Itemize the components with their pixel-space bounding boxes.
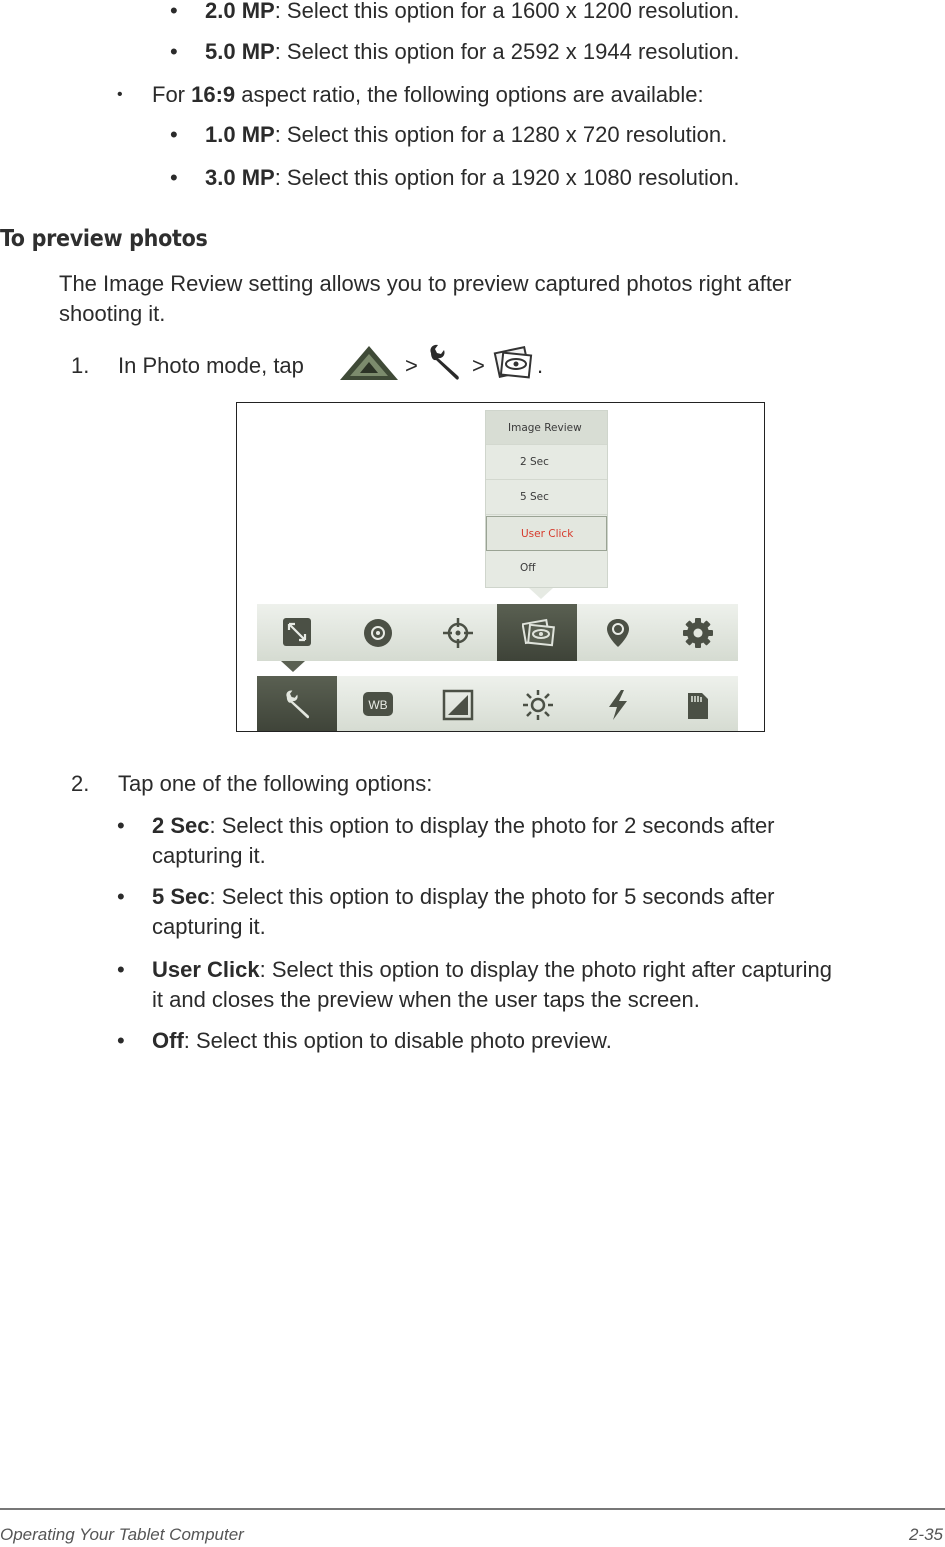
- step-text: Tap one of the following options:: [118, 771, 433, 796]
- option-item: User Click: Select this option to display the photo right after capturing: [152, 957, 832, 982]
- step-text: In Photo mode, tap: [118, 353, 304, 378]
- toolbar-button-settings[interactable]: [657, 604, 737, 661]
- option-item-continued: capturing it.: [152, 914, 266, 939]
- list-item: 5.0 MP: Select this option for a 2592 x 1944 resolution.: [205, 39, 740, 64]
- bullet-icon: •: [117, 957, 125, 982]
- intro-text-line: shooting it.: [59, 301, 166, 326]
- bullet-icon: •: [170, 122, 178, 147]
- bullet-icon: •: [117, 813, 125, 838]
- image-review-icon: [522, 617, 556, 649]
- separator: >: [472, 353, 485, 378]
- separator: >: [405, 353, 418, 378]
- footer-rule: [0, 1508, 945, 1510]
- image-review-icon: [493, 344, 535, 382]
- resize-icon: [282, 617, 312, 647]
- bullet-icon: •: [117, 884, 125, 909]
- toolbar-pointer: [281, 661, 305, 673]
- lens-icon: [362, 617, 394, 649]
- menu-item-user-click[interactable]: User Click: [486, 516, 607, 551]
- bullet-icon: •: [117, 1028, 125, 1053]
- wrench-icon: [282, 689, 314, 721]
- crosshair-icon: [442, 617, 474, 649]
- exposure-icon: [442, 689, 474, 721]
- wrench-icon: [425, 343, 465, 383]
- toolbar-button-image-review[interactable]: [497, 604, 577, 661]
- toolbar-button-storage[interactable]: [657, 676, 737, 732]
- settings-toolbar: [257, 604, 738, 661]
- toolbar-button-white-balance[interactable]: [337, 676, 417, 732]
- menu-item-5-sec[interactable]: 5 Sec: [486, 480, 607, 515]
- toolbar-button-location[interactable]: [577, 604, 657, 661]
- toolbar-button-exposure[interactable]: [417, 676, 497, 732]
- svg-text:WB: WB: [368, 698, 388, 712]
- toolbar-button-resolution[interactable]: [257, 604, 337, 661]
- option-item: Off: Select this option to disable photo preview.: [152, 1028, 612, 1053]
- image-review-menu: [485, 410, 608, 588]
- page-number: 2-35: [908, 1525, 943, 1544]
- option-item: 2 Sec: Select this option to display the photo for 2 seconds after: [152, 813, 775, 838]
- aspect-ratio-line: For 16:9 aspect ratio, the following options are available:: [152, 82, 704, 107]
- list-item: 1.0 MP: Select this option for a 1280 x 720 resolution.: [205, 122, 728, 147]
- list-item: 2.0 MP: Select this option for a 1600 x 1200 resolution.: [205, 0, 740, 23]
- camera-settings-screenshot: [236, 402, 765, 732]
- option-item-continued: it and closes the preview when the user taps the screen.: [152, 987, 700, 1012]
- toolbar-button-focus[interactable]: [417, 604, 497, 661]
- list-item: 3.0 MP: Select this option for a 1920 x 1080 resolution.: [205, 165, 740, 190]
- period: .: [537, 353, 544, 378]
- white-balance-icon: [362, 689, 394, 719]
- toolbar-button-flash[interactable]: [577, 676, 657, 732]
- menu-item-off[interactable]: Off: [520, 562, 536, 574]
- menu-item-2-sec[interactable]: 2 Sec: [486, 445, 607, 480]
- bullet-icon: •: [117, 86, 123, 103]
- toolbar-button-scene[interactable]: [337, 604, 417, 661]
- menu-pointer: [529, 588, 553, 600]
- option-item: 5 Sec: Select this option to display the photo for 5 seconds after: [152, 884, 775, 909]
- sd-card-icon: [682, 689, 714, 721]
- bullet-icon: •: [170, 165, 178, 190]
- footer-title: Operating Your Tablet Computer: [0, 1525, 244, 1544]
- step-number: 2.: [71, 771, 90, 796]
- menu-title: Image Review: [486, 411, 607, 445]
- section-heading: To preview photos: [0, 226, 208, 252]
- intro-text-line: The Image Review setting allows you to preview captured photos right after: [59, 271, 792, 296]
- flash-icon: [602, 689, 634, 721]
- option-item-continued: capturing it.: [152, 843, 266, 868]
- menu-triangle-icon: [338, 344, 400, 382]
- bullet-icon: •: [170, 0, 178, 23]
- gear-icon: [682, 617, 714, 649]
- brightness-icon: [522, 689, 554, 721]
- main-toolbar: [257, 676, 738, 732]
- bullet-icon: •: [170, 39, 178, 64]
- toolbar-button-brightness[interactable]: [497, 676, 577, 732]
- step-number: 1.: [71, 353, 90, 378]
- location-pin-icon: [602, 617, 634, 649]
- toolbar-button-tools[interactable]: [257, 676, 337, 732]
